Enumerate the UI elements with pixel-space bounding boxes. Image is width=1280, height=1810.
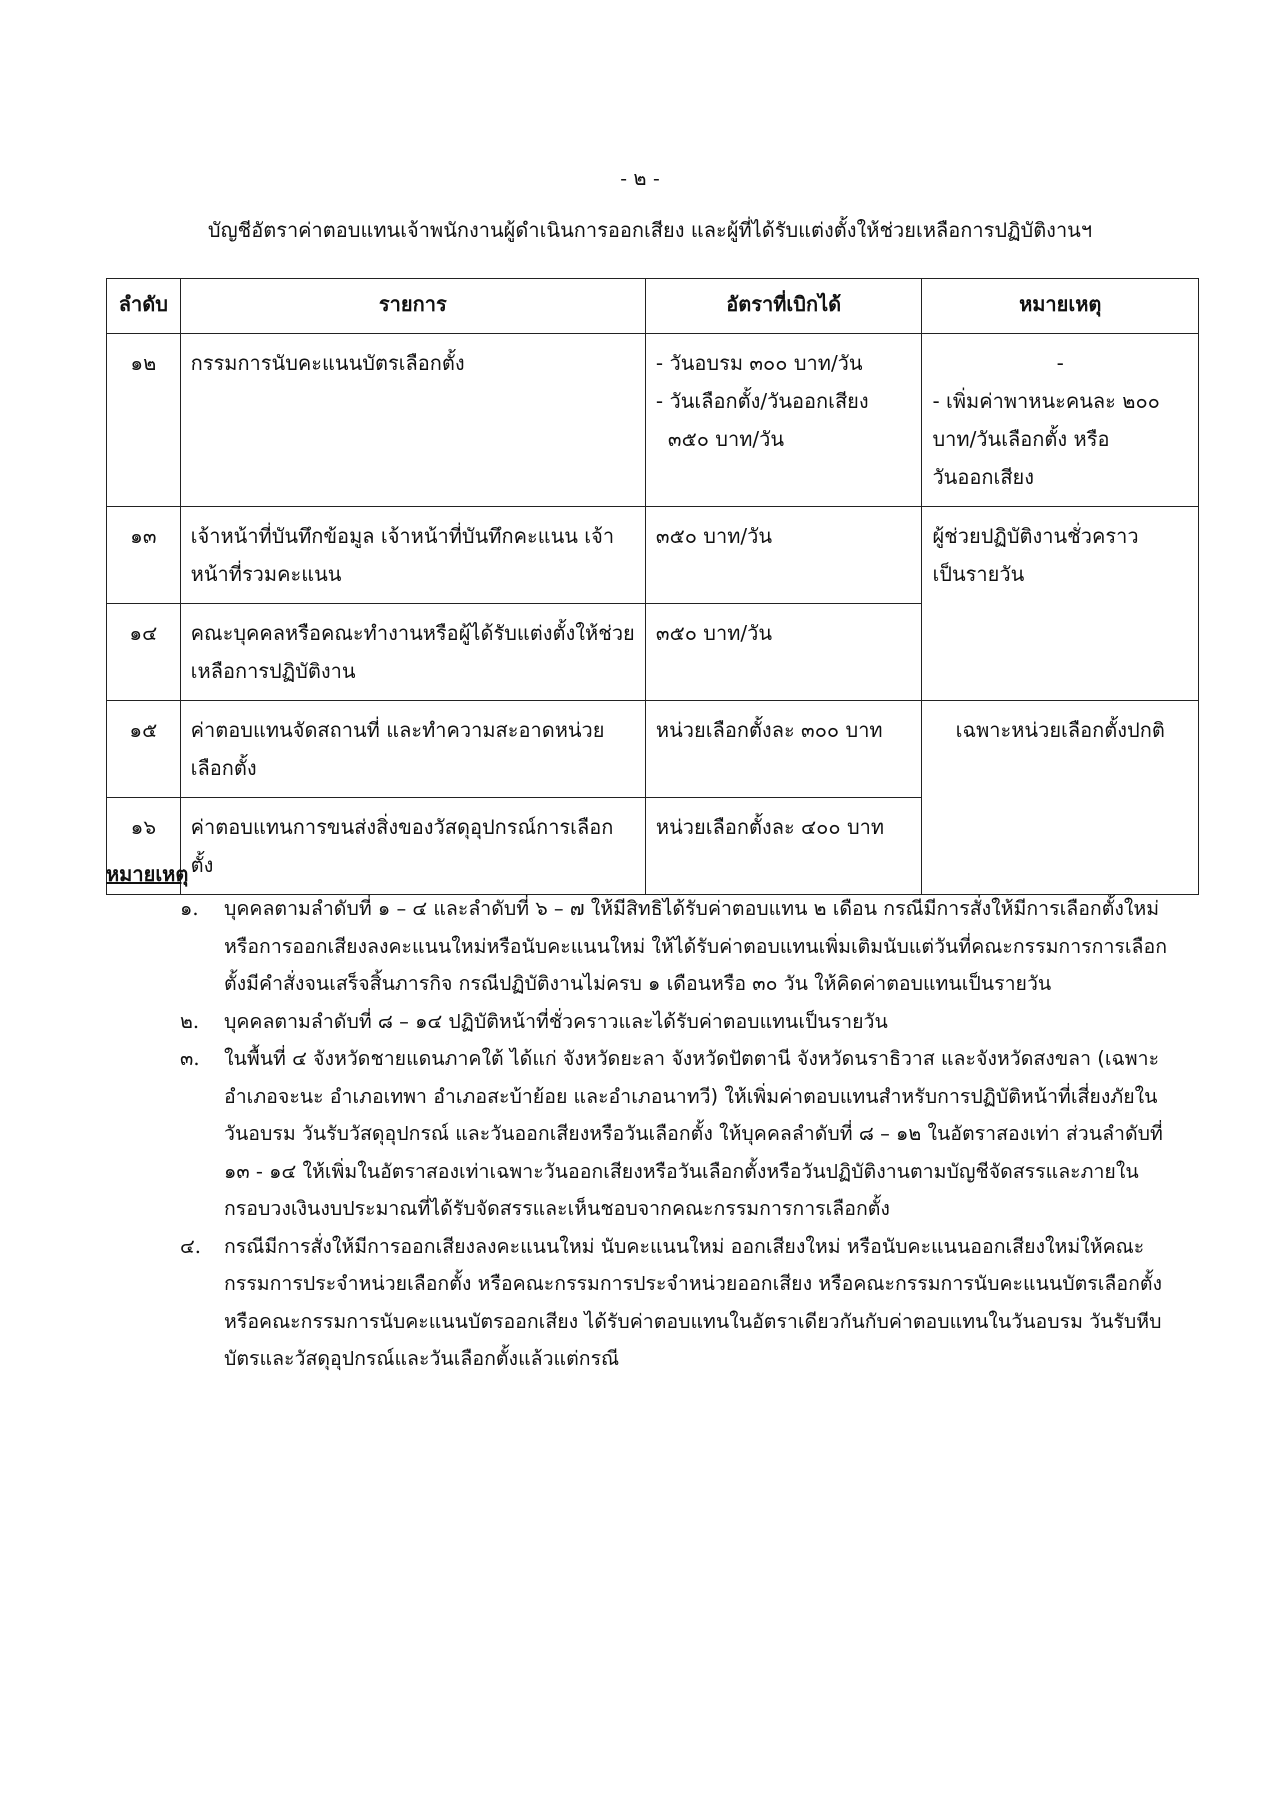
- row-rate: [645, 334, 922, 507]
- page-number: - ๒ -: [620, 166, 660, 190]
- row-item: กรรมการนับคะแนนบัตรเลือกตั้ง: [180, 334, 645, 507]
- note-item: [180, 1003, 1180, 1041]
- note-number: ๒.: [180, 1009, 200, 1033]
- remark-line: ผู้ช่วยปฏิบัติงานชั่วคราว: [932, 524, 1139, 548]
- rate-line: - วันเลือกตั้ง/วันออกเสียง: [655, 389, 869, 413]
- row-item: ค่าตอบแทนจัดสถานที่ และทำความสะอาดหน่วยเลือกตั้ง: [180, 701, 645, 798]
- row-number: ๑๓: [107, 507, 181, 604]
- row-remark-merged: เฉพาะหน่วยเลือกตั้งปกติ: [922, 701, 1199, 895]
- row-number: ๑๖: [107, 798, 181, 895]
- rate-line: - วันอบรม ๓๐๐ บาท/วัน: [655, 351, 863, 375]
- remark-line: เป็นรายวัน: [932, 562, 1025, 586]
- rates-table: [106, 278, 1199, 895]
- row-number: ๑๒: [107, 334, 181, 507]
- note-item: [180, 1228, 1180, 1378]
- table-header-row: [107, 279, 1199, 334]
- header-rate: อัตราที่เบิกได้: [645, 279, 922, 334]
- remark-line: บาท/วันเลือกตั้ง หรือ: [932, 427, 1110, 451]
- table-row: [107, 701, 1199, 798]
- note-number: ๔.: [180, 1234, 201, 1258]
- note-item: [180, 1040, 1180, 1228]
- table-row: [107, 334, 1199, 507]
- remark-line: วันออกเสียง: [932, 465, 1035, 489]
- notes-heading: หมายเหตุ: [106, 862, 189, 886]
- row-number: ๑๔: [107, 604, 181, 701]
- row-rate: หน่วยเลือกตั้งละ ๔๐๐ บาท: [645, 798, 922, 895]
- row-number: ๑๕: [107, 701, 181, 798]
- document-title: บัญชีอัตราค่าตอบแทนเจ้าพนักงานผู้ดำเนินการออกเสียง และผู้ที่ได้รับแต่งตั้งให้ช่วยเหลือการปฏิบัติงานฯ: [207, 218, 1093, 242]
- row-rate: ๓๕๐ บาท/วัน: [645, 507, 922, 604]
- rate-line: ๓๕๐ บาท/วัน: [667, 427, 785, 451]
- remark-line: -: [1056, 351, 1064, 375]
- note-number: ๓.: [180, 1047, 200, 1070]
- row-item: คณะบุคคลหรือคณะทำงานหรือผู้ได้รับแต่งตั้งให้ช่วยเหลือการปฏิบัติงาน: [180, 604, 645, 701]
- row-remark-merged: [922, 507, 1199, 701]
- note-number: ๑.: [180, 897, 199, 920]
- note-text: บุคคลตามลำดับที่ ๑ – ๔ และลำดับที่ ๖ – ๗ ให้มีสิทธิได้รับค่าตอบแทน ๒ เดือน กรณีมีการสั่งให้มีการเลือกตั้งใหม่หรือการออกเสียงลงคะแนนใหม่หรือนับคะแนนใหม่ ให้ได้รับค่าตอบแทนเพิ่มเติมนับแต่วันที่คณะกรรมการการเลือกตั้งมีคำสั่งจนเสร็จสิ้นภารกิจ กรณีปฏิบัติงานไม่ครบ ๑ เดือนหรือ ๓๐ วัน ให้คิดค่าตอบแทนเป็นรายวัน: [224, 897, 1168, 995]
- header-item: รายการ: [180, 279, 645, 334]
- header-order: ลำดับ: [107, 279, 181, 334]
- row-item: ค่าตอบแทนการขนส่งสิ่งของวัสดุอุปกรณ์การเลือกตั้ง: [180, 798, 645, 895]
- note-item: [180, 890, 1180, 1003]
- table-row: [107, 507, 1199, 604]
- note-text: กรณีมีการสั่งให้มีการออกเสียงลงคะแนนใหม่ นับคะแนนใหม่ ออกเสียงใหม่ หรือนับคะแนนออกเสียงใหม่ให้คณะกรรมการประจำหน่วยเลือกตั้ง หรือคณะกรรมการประจำหน่วยออกเสียง หรือคณะกรรมการนับคะแนนบัตรเลือกตั้ง หรือคณะกรรมการนับคะแนนบัตรออกเสียง ได้รับค่าตอบแทนในอัตราเดียวกันกับค่าตอบแทนในวันอบรม วันรับหีบบัตรและวัสดุอุปกรณ์และวันเลือกตั้งแล้วแต่กรณี: [224, 1234, 1163, 1370]
- notes-list: [180, 890, 1180, 1378]
- header-remark: หมายเหตุ: [922, 279, 1199, 334]
- row-remark: [922, 334, 1199, 507]
- row-rate: ๓๕๐ บาท/วัน: [645, 604, 922, 701]
- note-text: บุคคลตามลำดับที่ ๘ – ๑๔ ปฏิบัติหน้าที่ชั่วคราวและได้รับค่าตอบแทนเป็นรายวัน: [224, 1009, 888, 1033]
- note-text: ในพื้นที่ ๔ จังหวัดชายแดนภาคใต้ ได้แก่ จังหวัดยะลา จังหวัดปัตตานี จังหวัดนราธิวาส และจังหวัดสงขลา (เฉพาะอำเภอจะนะ อำเภอเทพา อำเภอสะบ้าย้อย และอำเภอนาทวี) ให้เพิ่มค่าตอบแทนสำหรับการปฏิบัติหน้าที่เสี่ยงภัยในวันอบรม วันรับวัสดุอุปกรณ์ และวันออกเสียงหรือวันเลือกตั้ง ให้บุคคลลำดับที่ ๘ – ๑๒ ในอัตราสองเท่า ส่วนลำดับที่ ๑๓ - ๑๔ ให้เพิ่มในอัตราสองเท่าเฉพาะวันออกเสียงหรือวันเลือกตั้งหรือวันปฏิบัติงานตามบัญชีจัดสรรและภายในกรอบวงเงินงบประมาณที่ได้รับจัดสรรและเห็นชอบจากคณะกรรมการการเลือกตั้ง: [224, 1047, 1163, 1220]
- row-rate: หน่วยเลือกตั้งละ ๓๐๐ บาท: [645, 701, 922, 798]
- row-item: เจ้าหน้าที่บันทึกข้อมูล เจ้าหน้าที่บันทึกคะแนน เจ้าหน้าที่รวมคะแนน: [180, 507, 645, 604]
- remark-line: - เพิ่มค่าพาหนะคนละ ๒๐๐: [932, 389, 1160, 413]
